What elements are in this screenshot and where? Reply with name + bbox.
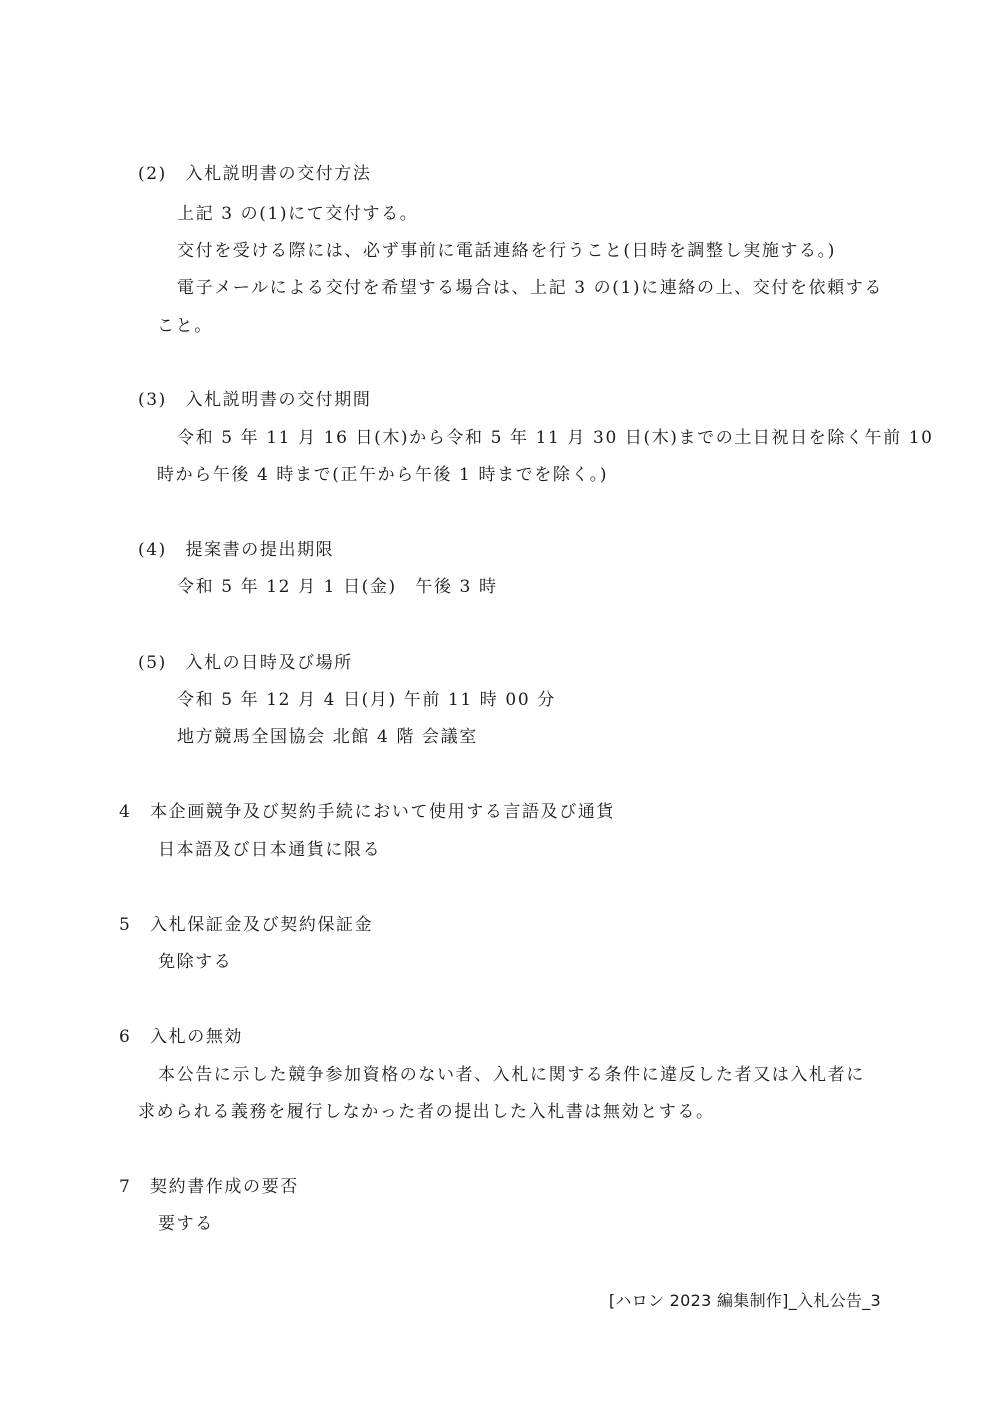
item-7-heading: 7 契約書作成の要否 (119, 1177, 299, 1197)
section-5-line-2: 地方競馬全国協会 北館 4 階 会議室 (177, 727, 478, 747)
section-4-heading: (4) 提案書の提出期限 (138, 540, 335, 560)
section-4-line-1: 令和 5 年 12 月 1 日(金) 午後 3 時 (177, 577, 498, 597)
item-6-body-line-2: 求められる義務を履行しなかった者の提出した入札書は無効とする。 (138, 1102, 715, 1122)
section-3-line-1: 令和 5 年 11 月 16 日(木)から令和 5 年 11 月 30 日(木)までの土日祝日を除く午前 10 (177, 428, 934, 448)
section-2-paragraph-2: 交付を受ける際には、必ず事前に電話連絡を行うこと(日時を調整し実施する。) (177, 241, 836, 261)
item-5-body: 免除する (158, 952, 233, 972)
section-2-paragraph-3-line-2: こと。 (157, 316, 213, 336)
section-3-heading: (3) 入札説明書の交付期間 (138, 390, 372, 410)
section-2-paragraph-1: 上記 3 の(1)にて交付する。 (177, 204, 419, 224)
section-2-heading: (2) 入札説明書の交付方法 (138, 164, 372, 184)
item-6-heading: 6 入札の無効 (119, 1027, 244, 1047)
item-5-heading: 5 入札保証金及び契約保証金 (119, 915, 374, 935)
section-2-paragraph-3-line-1: 電子メールによる交付を希望する場合は、上記 3 の(1)に連絡の上、交付を依頼する (177, 278, 883, 298)
section-5-line-1: 令和 5 年 12 月 4 日(月) 午前 11 時 00 分 (177, 690, 556, 710)
item-4-heading: 4 本企画競争及び契約手続において使用する言語及び通貨 (119, 802, 616, 822)
item-4-body: 日本語及び日本通貨に限る (158, 840, 382, 860)
section-5-heading: (5) 入札の日時及び場所 (138, 653, 353, 673)
item-6-body-line-1: 本公告に示した競争参加資格のない者、入札に関する条件に違反した者又は入札者に (158, 1065, 865, 1085)
section-3-line-2: 時から午後 4 時まで(正午から午後 1 時までを除く。) (157, 465, 609, 485)
item-7-body: 要する (158, 1214, 214, 1234)
page-footer-label: [ハロン 2023 編集制作]_入札公告_3 (608, 1291, 881, 1310)
